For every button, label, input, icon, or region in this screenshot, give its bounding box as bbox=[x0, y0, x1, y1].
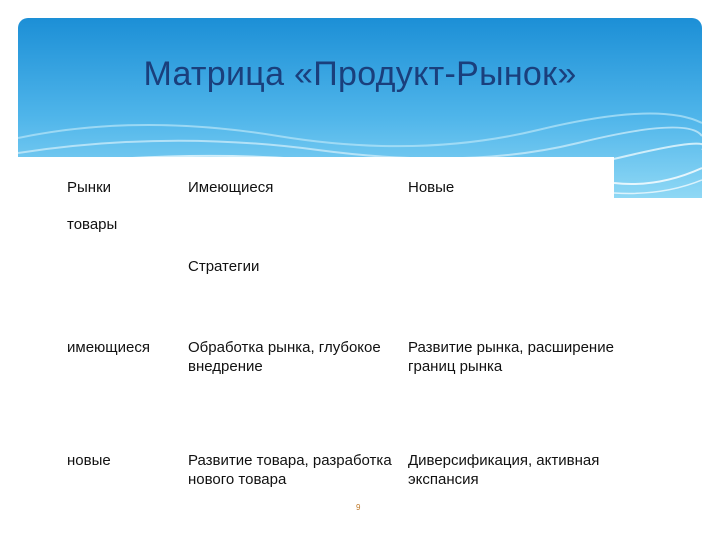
corner-markets-label: Рынки bbox=[67, 179, 112, 196]
cell-existing-products-new-markets: Развитие рынка, расширение границ рынка bbox=[408, 339, 614, 375]
row-label-existing: имеющиеся bbox=[67, 339, 150, 356]
strategies-label: Стратегии bbox=[188, 258, 260, 275]
page-number: 9 bbox=[356, 503, 361, 512]
cell-new-products-existing-markets: Развитие товара, разработка нового товара bbox=[188, 452, 392, 488]
cell-existing-products-existing-markets: Обработка рынка, глубокое внедрение bbox=[188, 339, 381, 375]
corner-products-label: товары bbox=[67, 216, 118, 233]
cell-new-products-new-markets: Диверсификация, активная экспансия bbox=[408, 452, 600, 488]
row-label-new: новые bbox=[67, 452, 111, 469]
slide-title: Матрица «Продукт-Рынок» bbox=[143, 55, 577, 93]
column-header-new: Новые bbox=[408, 179, 455, 196]
column-header-existing: Имеющиеся bbox=[188, 179, 274, 196]
